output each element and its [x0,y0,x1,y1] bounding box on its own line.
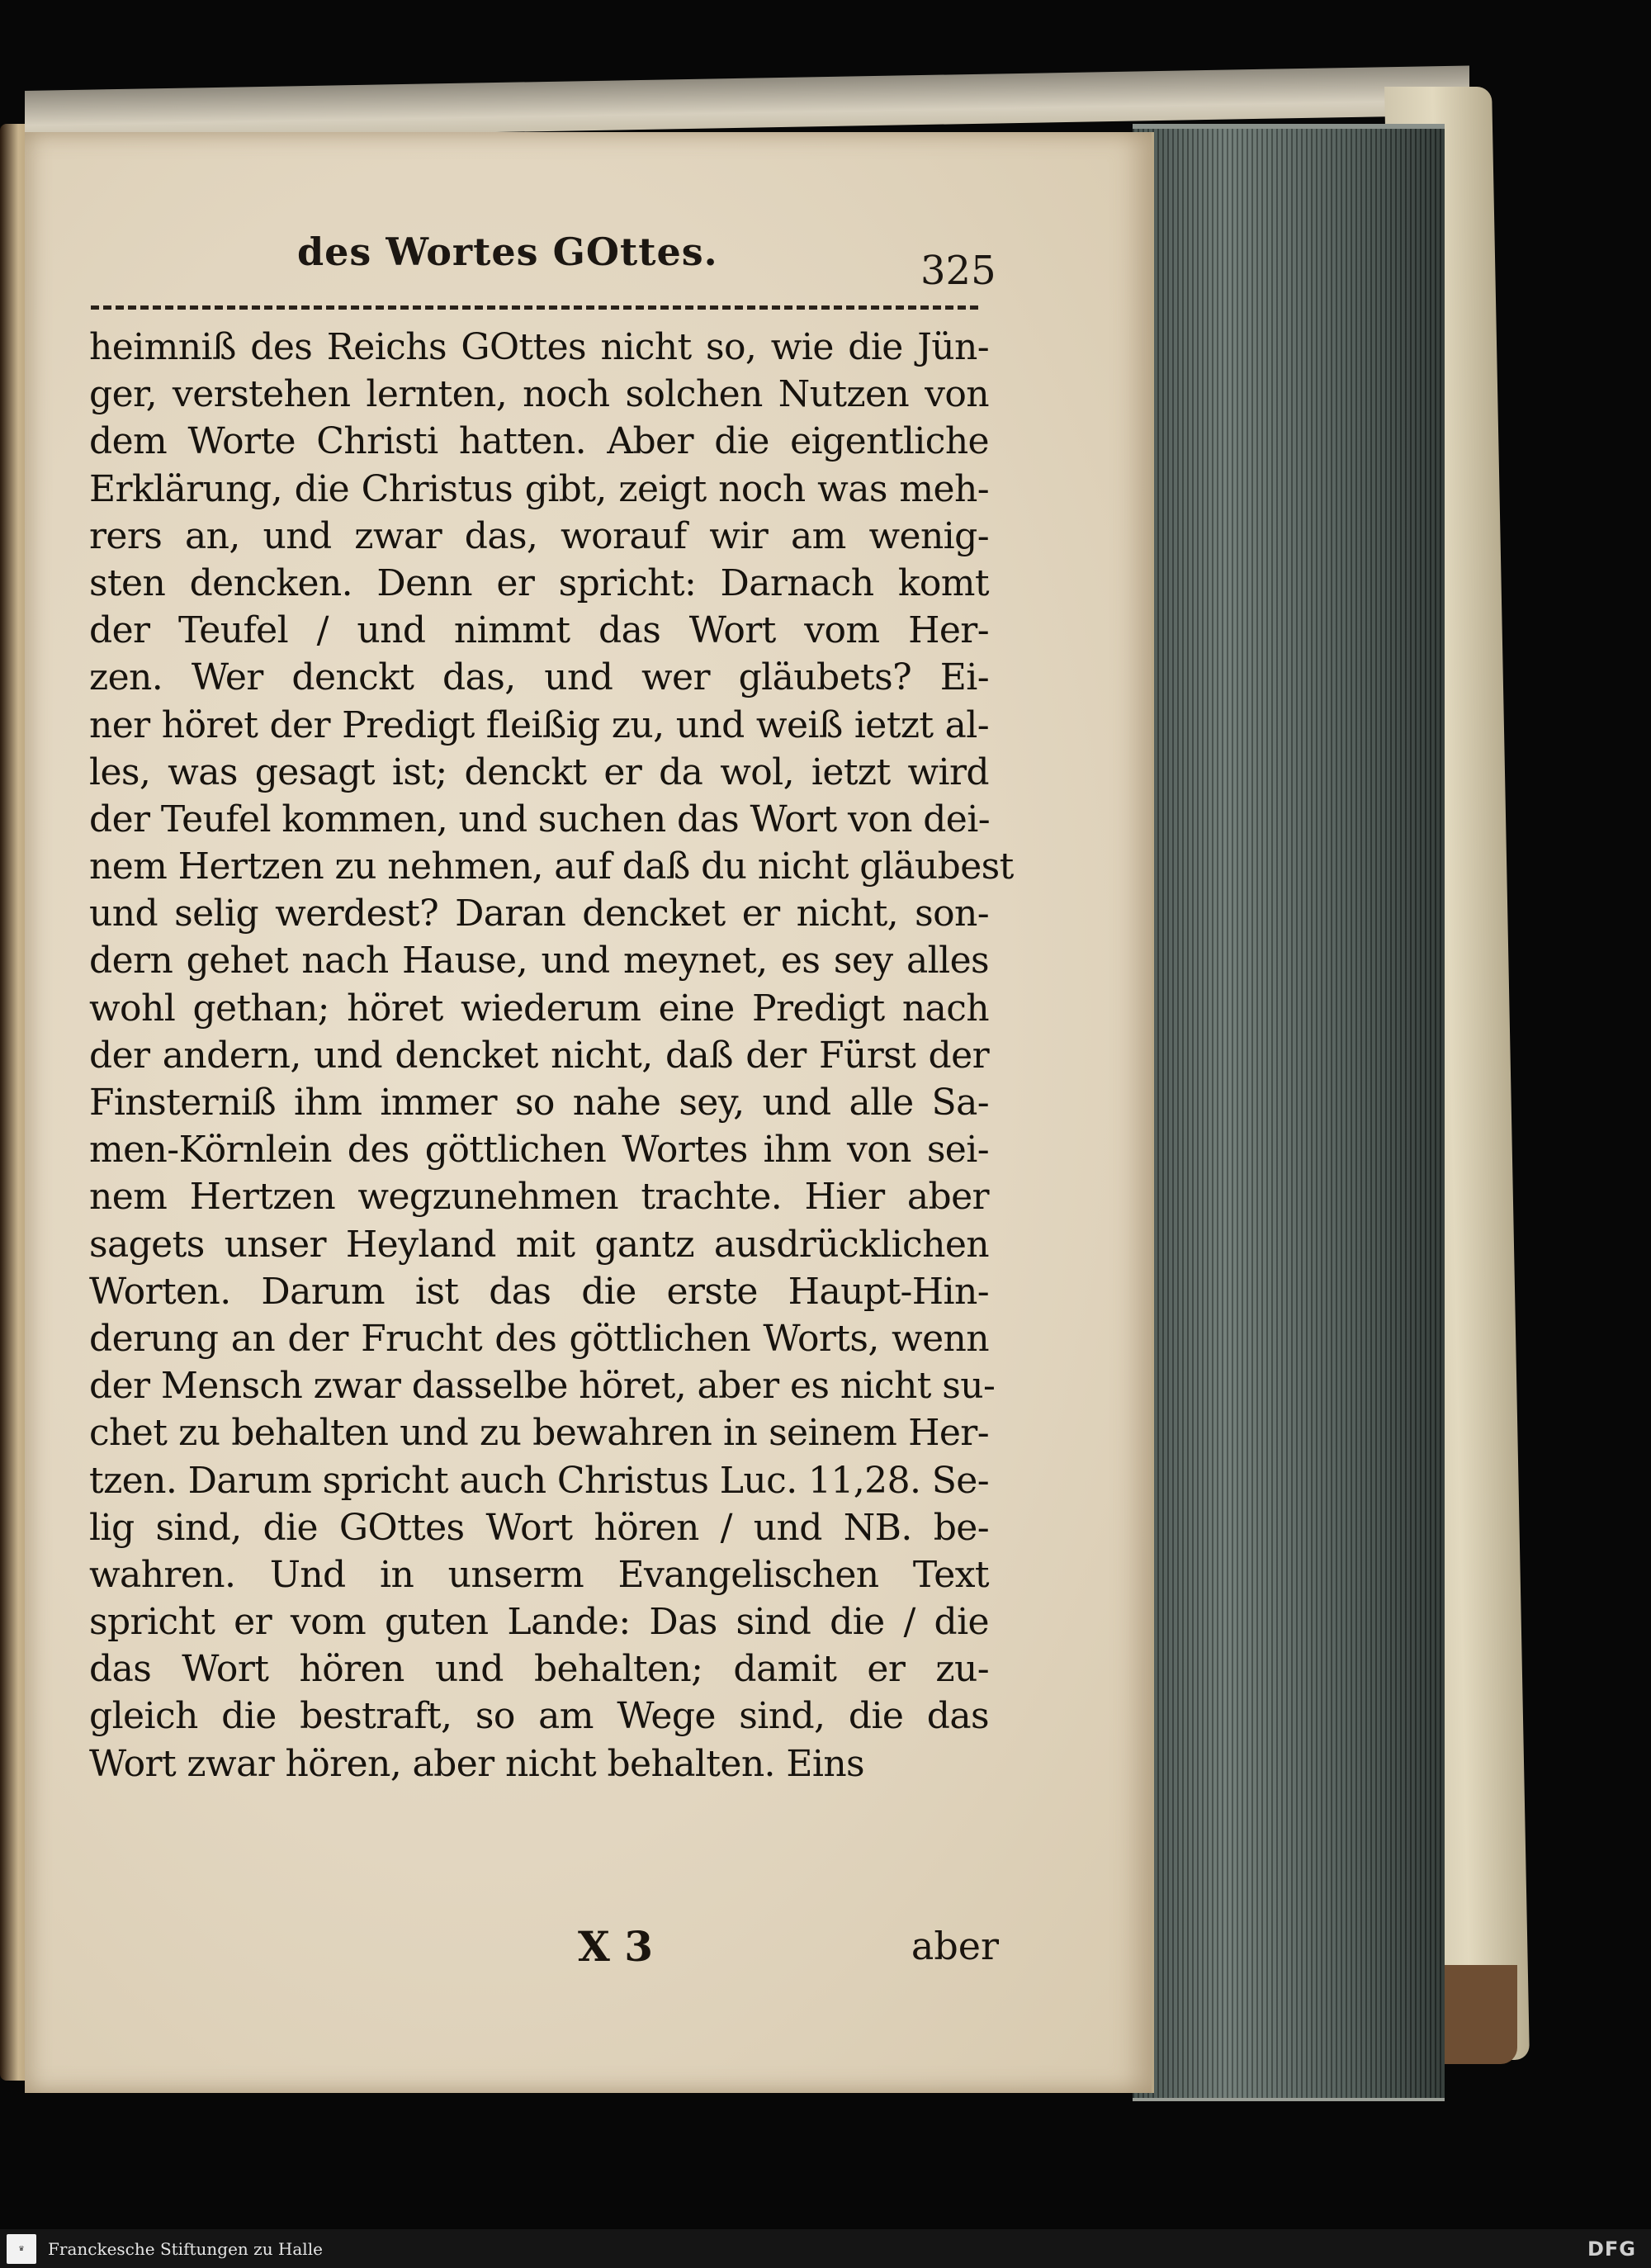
head-rule [91,305,978,310]
text-line: derung an der Frucht des göttlichen Worts, wenn [89,1317,989,1360]
text-line: lig sind, die GOttes Wort hören / und NB. be- [89,1506,989,1549]
text-line: der andern, und dencket nicht, daß der Fürst der [89,1034,989,1077]
text-line: Worten. Darum ist das die erste Haupt-Hin- [89,1270,989,1313]
text-line: sten dencken. Denn er spricht: Darnach komt [89,561,989,604]
text-line: Erklärung, die Christus gibt, zeigt noch was meh- [89,467,989,510]
text-line: nem Hertzen zu nehmen, auf daß du nicht gläubest [89,845,1014,888]
text-line: men-Körnlein des göttlichen Wortes ihm von sei- [89,1129,989,1172]
text-line: spricht er vom guten Lande: Das sind die / die [89,1601,989,1644]
text-line: wahren. Und in unserm Evangelischen Text [89,1553,989,1596]
text-line: ner höret der Predigt fleißig zu, und weiß ietzt al- [89,703,989,746]
text-line: der Teufel / und nimmt das Wort vom Her- [89,609,989,652]
body-text [89,324,1014,1787]
text-line: sagets unser Heyland mit gantz ausdrücklichen [89,1223,989,1266]
text-line: wohl gethan; höret wiederum eine Predigt nach [89,987,989,1030]
text-line: zen. Wer denckt das, und wer gläubets? Ei- [89,656,989,699]
text-line: tzen. Darum spricht auch Christus Luc. 11,28. Se- [89,1459,989,1502]
text-line: nem Hertzen wegzunehmen trachte. Hier aber [89,1176,989,1219]
text-line: ger, verstehen lernten, noch solchen Nutzen von [89,373,989,416]
text-line: gleich die bestraft, so am Wege sind, die das [89,1695,989,1738]
running-head: des Wortes GOttes. [297,230,718,274]
text-line: Wort zwar hören, aber nicht behalten. Eins [89,1742,865,1785]
text-line: der Mensch zwar dasselbe höret, aber es nicht su- [89,1365,996,1408]
viewer-footer [0,2229,1651,2268]
text-line: und selig werdest? Daran dencket er nicht, son- [89,893,989,935]
text-line: rers an, und zwar das, worauf wir am wenig- [89,514,989,557]
text-line: heimniß des Reichs GOttes nicht so, wie die Jün- [89,326,989,368]
text-line: les, was gesagt ist; denckt er da wol, ietzt wird [89,750,989,793]
text-line: Finsterniß ihm immer so nahe sey, und alle Sa- [89,1082,989,1124]
page-block-edges [1133,124,1445,2101]
catchword: aber [911,1924,999,1968]
institution-name: Franckesche Stiftungen zu Halle [48,2239,323,2259]
institution-logo-icon: ♛ [7,2234,36,2264]
text-line: dem Worte Christi hatten. Aber die eigentliche [89,420,989,463]
signature-mark: X 3 [578,1922,653,1971]
dfg-logo: DFG [1587,2237,1636,2261]
text-line: der Teufel kommen, und suchen das Wort von dei- [89,798,990,840]
text-line: dern gehet nach Hause, und meynet, es sey alles [89,940,989,982]
text-line: das Wort hören und behalten; damit er zu- [89,1648,989,1691]
page-number: 325 [920,248,996,294]
text-line: chet zu behalten und zu bewahren in seinem Her- [89,1412,989,1455]
